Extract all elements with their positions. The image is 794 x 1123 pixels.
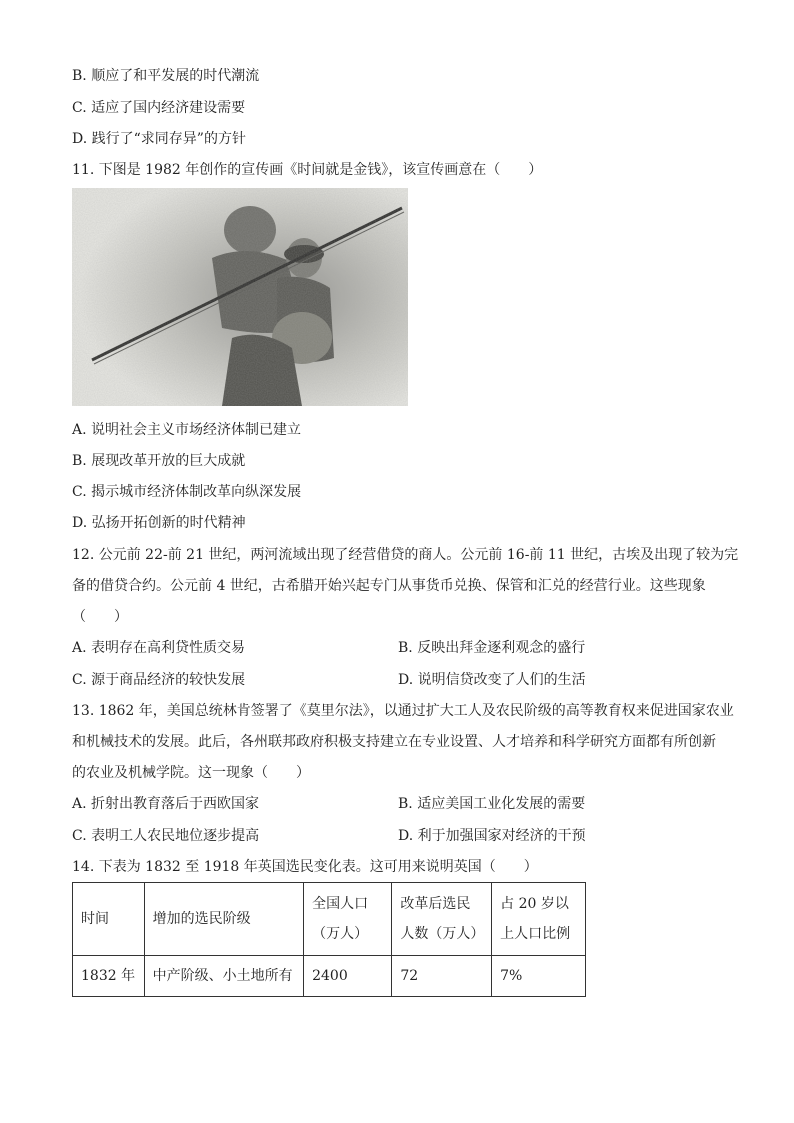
q13-option-c[interactable]: C. 表明工人农民地位逐步提高 [72, 828, 260, 844]
q12-stem-line3: （ ） [72, 609, 128, 625]
q13-stem-line2: 和机械技术的发展。此后，各州联邦政府积极支持建立在专业设置、人才培养和科学研究方面都有所创新 [72, 734, 716, 750]
q12-stem-line1: 12. 公元前 22-前 21 世纪，两河流域出现了经营借贷的商人。公元前 16-前 11 世纪，古埃及出现了较为完 [72, 547, 739, 563]
table-header-cell: 改革后选民人数（万人） [392, 883, 492, 956]
q10-option-c[interactable]: C. 适应了国内经济建设需要 [72, 100, 246, 116]
q10-option-d[interactable]: D. 践行了“求同存异”的方针 [72, 131, 246, 147]
q12-option-d[interactable]: D. 说明信贷改变了人们的生活 [398, 672, 586, 688]
q13-stem-line3: 的农业及机械学院。这一现象（ ） [72, 765, 310, 781]
table-header-cell: 占 20 岁以上人口比例 [492, 883, 586, 956]
q10-option-b[interactable]: B. 顺应了和平发展的时代潮流 [72, 68, 260, 84]
q13-option-d[interactable]: D. 利于加强国家对经济的干预 [398, 828, 586, 844]
table-cell: 1832 年 [73, 956, 145, 997]
q14-stem: 14. 下表为 1832 至 1918 年英国选民变化表。这可用来说明英国（ ） [72, 859, 538, 875]
table-header-cell: 增加的选民阶级 [144, 883, 304, 956]
q11-option-d[interactable]: D. 弘扬开拓创新的时代精神 [72, 515, 246, 531]
propaganda-poster-image [72, 188, 408, 406]
table-row [73, 956, 586, 997]
table-header-cell: 时间 [73, 883, 145, 956]
poster-illustration [72, 188, 408, 406]
q12-stem-line2: 备的借贷合约。公元前 4 世纪，古希腊开始兴起专门从事货币兑换、保管和汇兑的经营行业。这些现象 [72, 578, 706, 594]
q11-option-a[interactable]: A. 说明社会主义市场经济体制已建立 [72, 422, 302, 438]
table-cell: 2400 [304, 956, 392, 997]
table-cell: 72 [392, 956, 492, 997]
table-header-cell: 全国人口（万人） [304, 883, 392, 956]
q11-option-c[interactable]: C. 揭示城市经济体制改革向纵深发展 [72, 484, 302, 500]
q13-option-a[interactable]: A. 折射出教育落后于西欧国家 [72, 796, 260, 812]
q12-option-c[interactable]: C. 源于商品经济的较快发展 [72, 672, 246, 688]
table-cell: 中产阶级、小土地所有 [144, 956, 304, 997]
q11-option-b[interactable]: B. 展现改革开放的巨大成就 [72, 453, 246, 469]
q12-option-b[interactable]: B. 反映出拜金逐利观念的盛行 [398, 640, 586, 656]
table-header-row [73, 883, 586, 956]
table-cell: 7% [492, 956, 586, 997]
q13-stem-line1: 13. 1862 年，美国总统林肯签署了《莫里尔法》，以通过扩大工人及农民阶级的高等教育权来促进国家农业 [72, 703, 734, 719]
voter-change-table [72, 882, 586, 997]
q12-option-a[interactable]: A. 表明存在高利贷性质交易 [72, 640, 246, 656]
q13-option-b[interactable]: B. 适应美国工业化发展的需要 [398, 796, 586, 812]
q11-stem: 11. 下图是 1982 年创作的宣传画《时间就是金钱》，该宣传画意在（ ） [72, 162, 543, 178]
